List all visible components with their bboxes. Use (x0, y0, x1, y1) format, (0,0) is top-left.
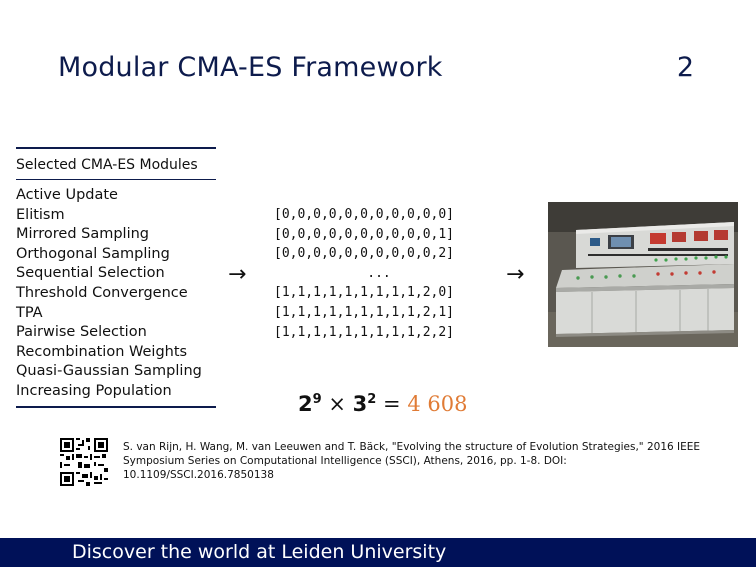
module-item: Elitism (16, 206, 65, 223)
qr-code-icon[interactable] (60, 438, 108, 486)
right-arrow-icon: → (228, 262, 247, 287)
module-item: Quasi-Gaussian Sampling (16, 363, 202, 380)
control-panel-illustration (548, 202, 738, 347)
vector-row: [0,0,0,0,0,0,0,0,0,0,1] (274, 226, 455, 242)
modules-list (16, 180, 216, 406)
vector-row: [1,1,1,1,1,1,1,1,1,2,1] (274, 304, 455, 320)
module-item: Sequential Selection (16, 265, 165, 282)
module-item: Active Update (16, 187, 118, 203)
modules-table (16, 147, 216, 408)
footer-bar (0, 538, 756, 567)
vector-row: [0,0,0,0,0,0,0,0,0,0,2] (274, 246, 455, 262)
table-bottom-rule (16, 406, 216, 408)
slide-number: 2 (676, 52, 694, 83)
formula-times: × (328, 392, 346, 416)
vector-row: [1,1,1,1,1,1,1,1,1,2,2] (274, 324, 455, 340)
formula-exponent-9: 9 (312, 392, 322, 407)
formula-exponent-2: 2 (367, 392, 377, 407)
module-item: Recombination Weights (16, 343, 188, 360)
module-item: Increasing Population (16, 382, 172, 399)
formula-result: 4 608 (407, 392, 468, 416)
vector-row: [0,0,0,0,0,0,0,0,0,0,0] (274, 207, 455, 222)
modules-table-header: Selected CMA-ES Modules (16, 157, 198, 173)
configuration-vectors (274, 205, 484, 342)
module-item: Mirrored Sampling (16, 226, 150, 243)
right-arrow-icon: → (506, 262, 525, 287)
vector-row: [1,1,1,1,1,1,1,1,1,2,0] (274, 285, 455, 301)
vector-ellipsis: ... (367, 265, 391, 281)
formula-equals: = (383, 392, 401, 416)
footer-text: Discover the world at Leiden University (72, 541, 447, 563)
citation-text: S. van Rijn, H. Wang, M. van Leeuwen and T. Bäck, "Evolving the structure of Evolution Strategies," 2016 IEEE Symposium Series on Computational Intelligence (SSCI), Athens, 2016, pp. 1-8. DOI: 10.1109/SSCI.2016.7850138 (123, 441, 701, 481)
industrial-control-panel-photo (548, 202, 738, 347)
module-item: TPA (16, 304, 43, 321)
slide-title: Modular CMA-ES Framework (58, 52, 443, 83)
module-item: Pairwise Selection (16, 324, 147, 341)
formula-base-2: 2 (298, 392, 313, 416)
configuration-count-formula (298, 392, 467, 416)
module-item: Threshold Convergence (16, 284, 188, 301)
formula-base-3: 3 (352, 392, 368, 416)
module-item: Orthogonal Sampling (16, 245, 170, 262)
